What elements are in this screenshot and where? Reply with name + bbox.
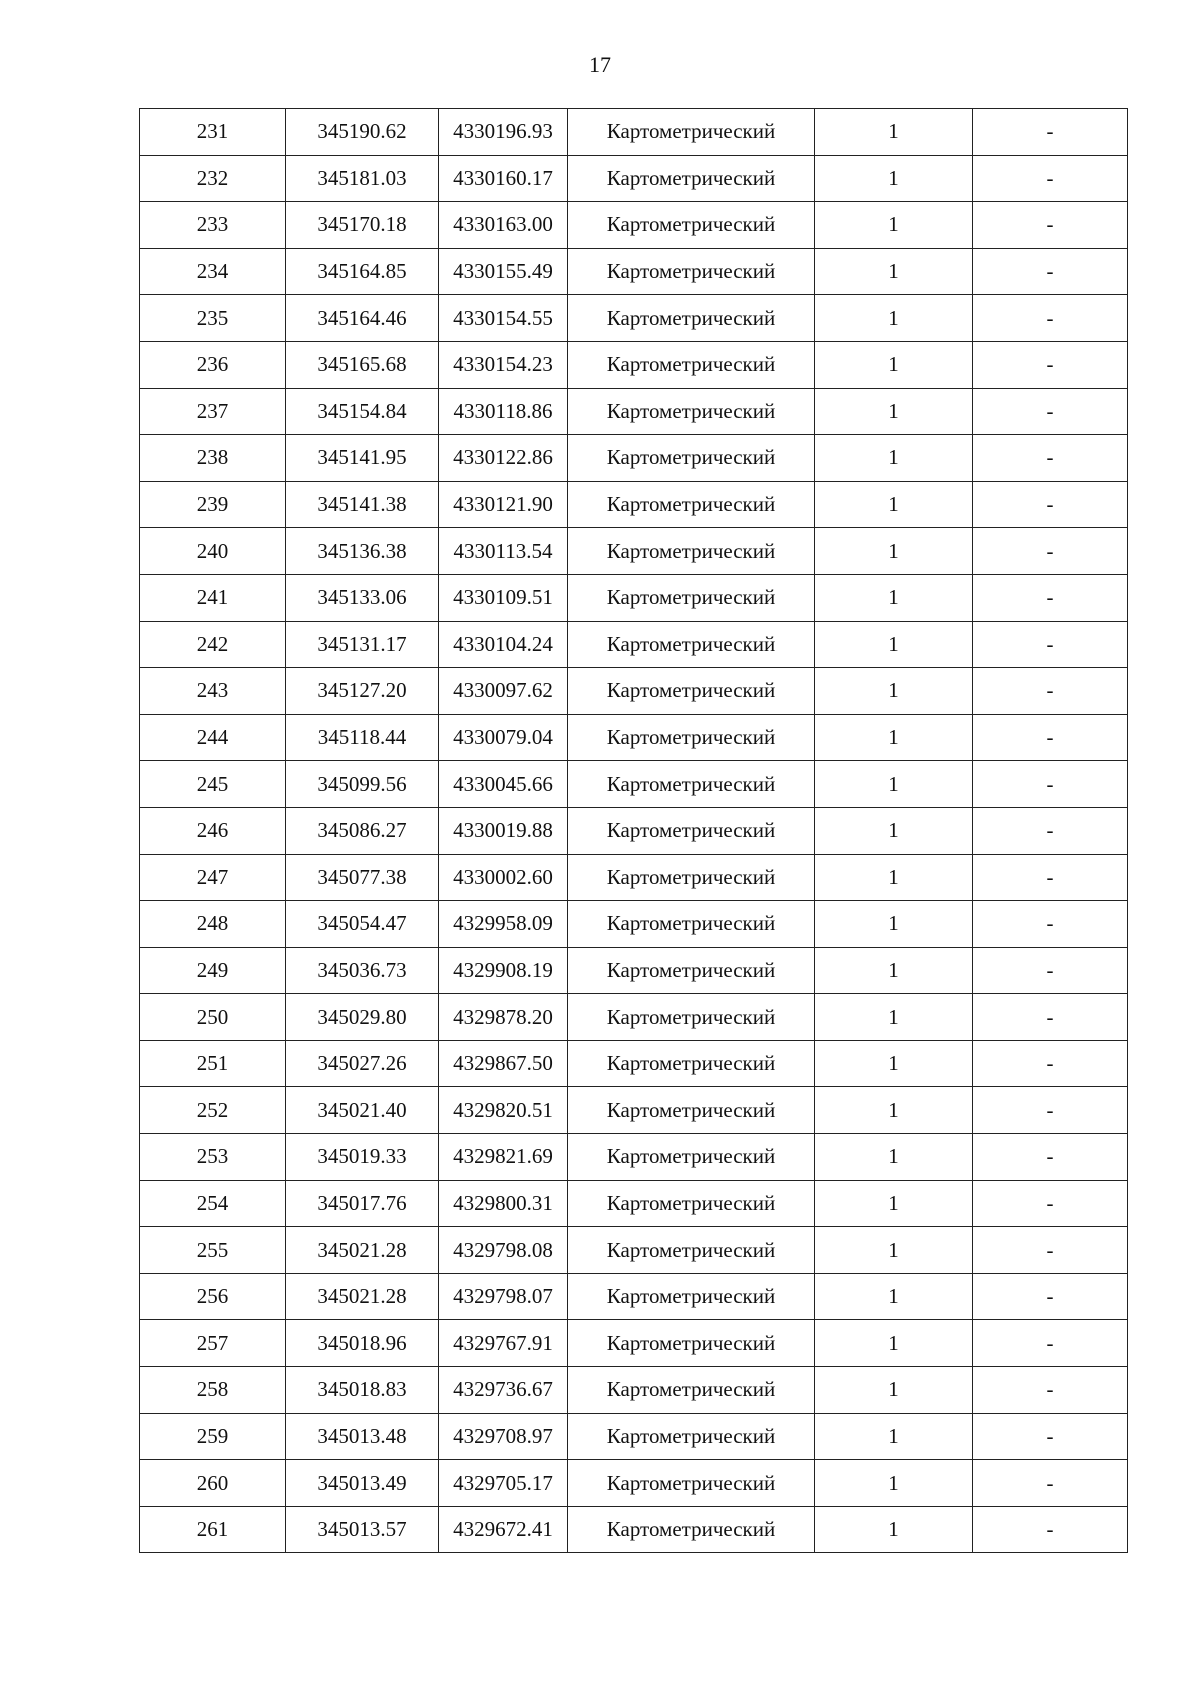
description-cell: - [973,901,1128,948]
page-number: 17 [589,52,611,77]
x-coordinate-cell: 345021.28 [286,1227,439,1274]
point-number-cell: 255 [140,1227,286,1274]
table-row [140,1273,1128,1320]
point-number-cell: 249 [140,947,286,994]
description-cell: - [973,994,1128,1041]
point-number-cell: 233 [140,202,286,249]
method-cell: Картометрический [568,854,815,901]
method-cell: Картометрический [568,155,815,202]
method-cell: Картометрический [568,1506,815,1553]
accuracy-cell: 1 [815,1180,973,1227]
accuracy-cell: 1 [815,668,973,715]
description-cell: - [973,947,1128,994]
table-row [140,621,1128,668]
accuracy-cell: 1 [815,1460,973,1507]
description-cell: - [973,1320,1128,1367]
y-coordinate-cell: 4330118.86 [439,388,568,435]
table-row [140,155,1128,202]
method-cell: Картометрический [568,435,815,482]
y-coordinate-cell: 4329705.17 [439,1460,568,1507]
x-coordinate-cell: 345054.47 [286,901,439,948]
y-coordinate-cell: 4329736.67 [439,1367,568,1414]
point-number-cell: 239 [140,481,286,528]
x-coordinate-cell: 345181.03 [286,155,439,202]
accuracy-cell: 1 [815,1506,973,1553]
method-cell: Картометрический [568,109,815,156]
table-row [140,761,1128,808]
description-cell: - [973,1413,1128,1460]
point-number-cell: 236 [140,341,286,388]
accuracy-cell: 1 [815,807,973,854]
table-row [140,1134,1128,1181]
coordinates-table-body [140,109,1128,1553]
method-cell: Картометрический [568,1367,815,1414]
x-coordinate-cell: 345164.85 [286,248,439,295]
description-cell: - [973,807,1128,854]
description-cell: - [973,155,1128,202]
method-cell: Картометрический [568,1040,815,1087]
y-coordinate-cell: 4329767.91 [439,1320,568,1367]
description-cell: - [973,1134,1128,1181]
description-cell: - [973,528,1128,575]
y-coordinate-cell: 4330160.17 [439,155,568,202]
y-coordinate-cell: 4329798.07 [439,1273,568,1320]
accuracy-cell: 1 [815,481,973,528]
method-cell: Картометрический [568,1180,815,1227]
y-coordinate-cell: 4330104.24 [439,621,568,668]
description-cell: - [973,481,1128,528]
description-cell: - [973,761,1128,808]
table-row [140,202,1128,249]
description-cell: - [973,621,1128,668]
y-coordinate-cell: 4329878.20 [439,994,568,1041]
table-row [140,947,1128,994]
accuracy-cell: 1 [815,202,973,249]
point-number-cell: 253 [140,1134,286,1181]
accuracy-cell: 1 [815,901,973,948]
point-number-cell: 247 [140,854,286,901]
x-coordinate-cell: 345118.44 [286,714,439,761]
accuracy-cell: 1 [815,528,973,575]
point-number-cell: 259 [140,1413,286,1460]
x-coordinate-cell: 345165.68 [286,341,439,388]
method-cell: Картометрический [568,1227,815,1274]
table-row [140,1087,1128,1134]
accuracy-cell: 1 [815,1413,973,1460]
x-coordinate-cell: 345099.56 [286,761,439,808]
method-cell: Картометрический [568,761,815,808]
accuracy-cell: 1 [815,1134,973,1181]
method-cell: Картометрический [568,807,815,854]
description-cell: - [973,854,1128,901]
description-cell: - [973,1227,1128,1274]
point-number-cell: 232 [140,155,286,202]
y-coordinate-cell: 4330154.23 [439,341,568,388]
y-coordinate-cell: 4329867.50 [439,1040,568,1087]
table-row [140,481,1128,528]
method-cell: Картометрический [568,1413,815,1460]
y-coordinate-cell: 4329908.19 [439,947,568,994]
point-number-cell: 254 [140,1180,286,1227]
x-coordinate-cell: 345077.38 [286,854,439,901]
point-number-cell: 235 [140,295,286,342]
method-cell: Картометрический [568,574,815,621]
accuracy-cell: 1 [815,994,973,1041]
point-number-cell: 240 [140,528,286,575]
y-coordinate-cell: 4329798.08 [439,1227,568,1274]
x-coordinate-cell: 345017.76 [286,1180,439,1227]
table-row [140,341,1128,388]
description-cell: - [973,248,1128,295]
table-row [140,1506,1128,1553]
table-row [140,528,1128,575]
y-coordinate-cell: 4330121.90 [439,481,568,528]
x-coordinate-cell: 345170.18 [286,202,439,249]
accuracy-cell: 1 [815,1040,973,1087]
accuracy-cell: 1 [815,248,973,295]
description-cell: - [973,574,1128,621]
accuracy-cell: 1 [815,155,973,202]
y-coordinate-cell: 4330019.88 [439,807,568,854]
x-coordinate-cell: 345036.73 [286,947,439,994]
method-cell: Картометрический [568,481,815,528]
y-coordinate-cell: 4330122.86 [439,435,568,482]
description-cell: - [973,1180,1128,1227]
point-number-cell: 242 [140,621,286,668]
x-coordinate-cell: 345029.80 [286,994,439,1041]
point-number-cell: 250 [140,994,286,1041]
description-cell: - [973,1367,1128,1414]
x-coordinate-cell: 345021.28 [286,1273,439,1320]
x-coordinate-cell: 345019.33 [286,1134,439,1181]
description-cell: - [973,1040,1128,1087]
table-row [140,388,1128,435]
x-coordinate-cell: 345190.62 [286,109,439,156]
point-number-cell: 256 [140,1273,286,1320]
point-number-cell: 238 [140,435,286,482]
accuracy-cell: 1 [815,854,973,901]
x-coordinate-cell: 345136.38 [286,528,439,575]
table-row [140,994,1128,1041]
table-row [140,668,1128,715]
point-number-cell: 258 [140,1367,286,1414]
method-cell: Картометрический [568,621,815,668]
y-coordinate-cell: 4329672.41 [439,1506,568,1553]
y-coordinate-cell: 4329821.69 [439,1134,568,1181]
x-coordinate-cell: 345133.06 [286,574,439,621]
accuracy-cell: 1 [815,947,973,994]
table-row [140,1460,1128,1507]
method-cell: Картометрический [568,528,815,575]
method-cell: Картометрический [568,341,815,388]
x-coordinate-cell: 345127.20 [286,668,439,715]
description-cell: - [973,202,1128,249]
y-coordinate-cell: 4329820.51 [439,1087,568,1134]
point-number-cell: 246 [140,807,286,854]
accuracy-cell: 1 [815,574,973,621]
accuracy-cell: 1 [815,621,973,668]
point-number-cell: 261 [140,1506,286,1553]
x-coordinate-cell: 345018.83 [286,1367,439,1414]
table-row [140,574,1128,621]
method-cell: Картометрический [568,714,815,761]
table-row [140,1413,1128,1460]
x-coordinate-cell: 345154.84 [286,388,439,435]
method-cell: Картометрический [568,1273,815,1320]
x-coordinate-cell: 345018.96 [286,1320,439,1367]
coordinates-table [139,108,1128,1553]
accuracy-cell: 1 [815,435,973,482]
x-coordinate-cell: 345141.38 [286,481,439,528]
method-cell: Картометрический [568,947,815,994]
y-coordinate-cell: 4329958.09 [439,901,568,948]
table-row [140,714,1128,761]
accuracy-cell: 1 [815,109,973,156]
table-row [140,1227,1128,1274]
method-cell: Картометрический [568,1134,815,1181]
description-cell: - [973,435,1128,482]
description-cell: - [973,109,1128,156]
y-coordinate-cell: 4329800.31 [439,1180,568,1227]
table-row [140,295,1128,342]
description-cell: - [973,1460,1128,1507]
accuracy-cell: 1 [815,295,973,342]
description-cell: - [973,714,1128,761]
accuracy-cell: 1 [815,1087,973,1134]
method-cell: Картометрический [568,994,815,1041]
method-cell: Картометрический [568,901,815,948]
point-number-cell: 237 [140,388,286,435]
accuracy-cell: 1 [815,1273,973,1320]
table-row [140,1320,1128,1367]
table-row [140,1180,1128,1227]
table-row [140,807,1128,854]
point-number-cell: 260 [140,1460,286,1507]
y-coordinate-cell: 4330113.54 [439,528,568,575]
x-coordinate-cell: 345164.46 [286,295,439,342]
y-coordinate-cell: 4330079.04 [439,714,568,761]
y-coordinate-cell: 4330163.00 [439,202,568,249]
table-row [140,854,1128,901]
point-number-cell: 234 [140,248,286,295]
accuracy-cell: 1 [815,761,973,808]
table-row [140,435,1128,482]
y-coordinate-cell: 4330155.49 [439,248,568,295]
method-cell: Картометрический [568,1087,815,1134]
accuracy-cell: 1 [815,1367,973,1414]
x-coordinate-cell: 345013.57 [286,1506,439,1553]
method-cell: Картометрический [568,388,815,435]
method-cell: Картометрический [568,1460,815,1507]
point-number-cell: 245 [140,761,286,808]
accuracy-cell: 1 [815,1227,973,1274]
accuracy-cell: 1 [815,388,973,435]
point-number-cell: 252 [140,1087,286,1134]
x-coordinate-cell: 345131.17 [286,621,439,668]
y-coordinate-cell: 4329708.97 [439,1413,568,1460]
x-coordinate-cell: 345086.27 [286,807,439,854]
accuracy-cell: 1 [815,714,973,761]
description-cell: - [973,295,1128,342]
y-coordinate-cell: 4330045.66 [439,761,568,808]
description-cell: - [973,1273,1128,1320]
point-number-cell: 243 [140,668,286,715]
y-coordinate-cell: 4330196.93 [439,109,568,156]
x-coordinate-cell: 345027.26 [286,1040,439,1087]
y-coordinate-cell: 4330154.55 [439,295,568,342]
point-number-cell: 231 [140,109,286,156]
point-number-cell: 251 [140,1040,286,1087]
description-cell: - [973,388,1128,435]
point-number-cell: 248 [140,901,286,948]
method-cell: Картометрический [568,248,815,295]
method-cell: Картометрический [568,1320,815,1367]
x-coordinate-cell: 345141.95 [286,435,439,482]
x-coordinate-cell: 345021.40 [286,1087,439,1134]
y-coordinate-cell: 4330002.60 [439,854,568,901]
method-cell: Картометрический [568,202,815,249]
x-coordinate-cell: 345013.48 [286,1413,439,1460]
point-number-cell: 244 [140,714,286,761]
y-coordinate-cell: 4330109.51 [439,574,568,621]
method-cell: Картометрический [568,668,815,715]
accuracy-cell: 1 [815,1320,973,1367]
table-row [140,1040,1128,1087]
table-row [140,901,1128,948]
method-cell: Картометрический [568,295,815,342]
description-cell: - [973,668,1128,715]
table-row [140,248,1128,295]
accuracy-cell: 1 [815,341,973,388]
description-cell: - [973,1087,1128,1134]
point-number-cell: 257 [140,1320,286,1367]
y-coordinate-cell: 4330097.62 [439,668,568,715]
x-coordinate-cell: 345013.49 [286,1460,439,1507]
description-cell: - [973,1506,1128,1553]
description-cell: - [973,341,1128,388]
point-number-cell: 241 [140,574,286,621]
table-row [140,109,1128,156]
table-row [140,1367,1128,1414]
